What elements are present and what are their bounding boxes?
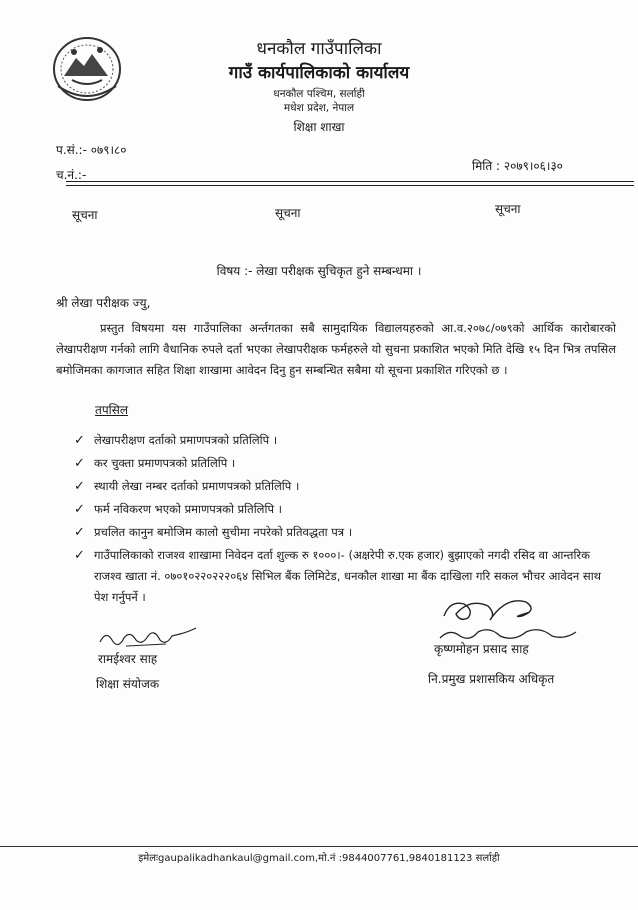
- header-divider-bottom: [66, 185, 634, 186]
- left-signature-icon: [96, 624, 206, 650]
- list-item: ✓ कर चुक्ता प्रमाणपत्रको प्रतिलिपि ।: [74, 453, 614, 474]
- list-item: ✓ फर्म नविकरण भएको प्रमाणपत्रको प्रतिलिपि ।: [74, 499, 614, 520]
- checkmark-icon: ✓: [74, 433, 85, 448]
- left-signatory-role: शिक्षा संयोजक: [96, 677, 160, 691]
- body-paragraph: प्रस्तुत विषयमा यस गाउँपालिका अर्न्तगतका सबै सामुदायिक विद्यालयहरुको आ.व.२०७८/०७९को आर्थिक कारोबारको लेखापरीक्षण गर्नको लागि वैधानिक रुपले दर्ता भएका लेखापरीक्षक फर्महरुले यो सुचना प्रकाशित भएको मिति देखि १५ दिन भित्र तपसिल बमोजिमका कागजात सहित शिक्षा शाखामा आवेदन दिनु हुन सम्बन्धित सबैमा यो सूचना प्रकाशित गरिएको छ ।: [56, 321, 616, 377]
- list-item: ✓ गाउँपालिकाको राजश्व शाखामा निवेदन दर्ता शुल्क रु १०००।- (अक्षरेपी रु.एक हजार) बुझाएको नगदी रसिद वा आन्तरिक राजश्व खाता नं. ०७०१०२२०२२२०६४ सिभिल बैंक लिमिटेड, धनकौल शाखा मा बैंक दाखिला गरि सकल भौचर आवेदन साथ पेश गर्नुपर्ने ।: [74, 545, 614, 608]
- checkmark-icon: ✓: [74, 502, 85, 517]
- reference-number: प.सं.:- ०७९।८०: [56, 143, 127, 157]
- list-item: ✓ प्रचलित कानुन बमोजिम कालो सुचीमा नपरेको प्रतिवद्धता पत्र ।: [74, 522, 614, 543]
- left-signatory-name: रामईश्वर साह: [98, 652, 158, 666]
- salutation: श्री लेखा परीक्षक ज्यु,: [56, 296, 151, 310]
- address-line-2: मधेश प्रदेश, नेपाल: [283, 102, 355, 114]
- letter-date: मिति : २०७९।०६।३०: [472, 159, 563, 173]
- footer-contact: इमेलःgaupalikadhankaul@gmail.com,मो.नं :9844007761,9840181123 सर्लाही: [138, 853, 500, 864]
- checkmark-icon: ✓: [74, 548, 85, 563]
- notice-heading-2: सूचना: [275, 206, 301, 220]
- notice-heading-1: सूचना: [72, 208, 98, 222]
- branch-name: शिक्षा शाखा: [293, 120, 345, 134]
- dispatch-number: च.नं.:-: [56, 168, 87, 182]
- right-signatory-role: नि.प्रमुख प्रशासकिय अधिकृत: [428, 672, 555, 686]
- requirements-list: [74, 430, 614, 610]
- tapasil-heading: तपसिल: [95, 403, 129, 417]
- subject-line: विषय :- लेखा परीक्षक सुचिकृत हुने सम्बन्धमा ।: [216, 264, 422, 278]
- right-signatory-name: कृष्णमोहन प्रसाद साह: [434, 642, 529, 656]
- list-item: ✓ लेखापरीक्षण दर्ताको प्रमाणपत्रको प्रतिलिपि ।: [74, 430, 614, 451]
- checkmark-icon: ✓: [74, 479, 85, 494]
- notice-heading-3: सूचना: [495, 202, 521, 216]
- office-title: गाउँ कार्यपालिकाको कार्यालय: [228, 63, 410, 83]
- checkmark-icon: ✓: [74, 525, 85, 540]
- checkmark-icon: ✓: [74, 456, 85, 471]
- office-name: धनकौल गाउँपालिका: [256, 39, 382, 59]
- address-line-1: धनकौल पश्चिम, सर्लाही: [273, 88, 365, 100]
- list-item: ✓ स्थायी लेखा नम्बर दर्ताको प्रमाणपत्रको प्रतिलिपि ।: [74, 476, 614, 497]
- footer-divider: [0, 846, 638, 847]
- header-divider-top: [66, 181, 634, 182]
